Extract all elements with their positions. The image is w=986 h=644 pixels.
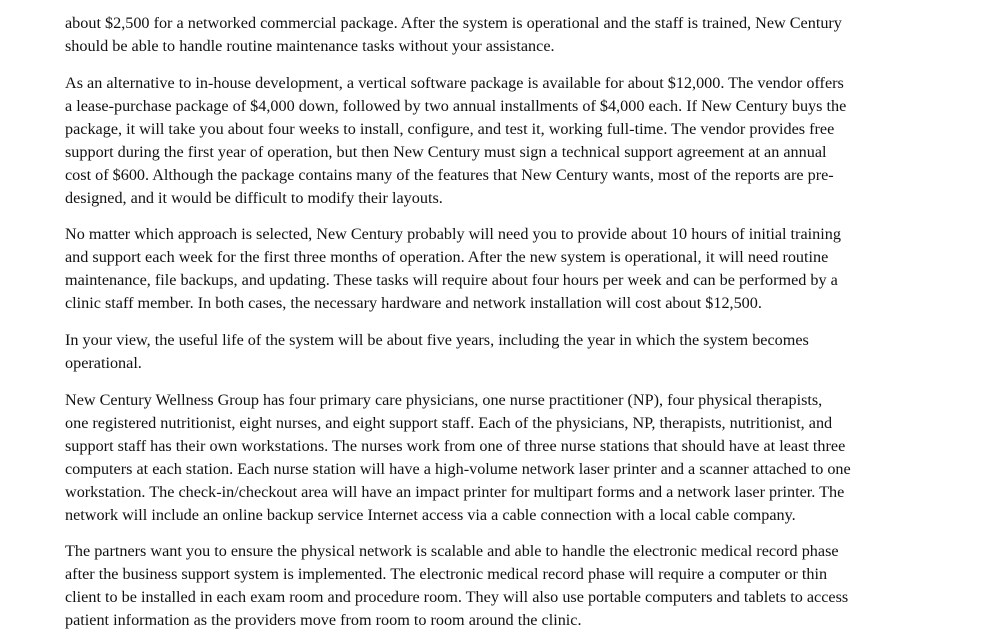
text-line: The partners want you to ensure the physical network is scalable and able to handle the electronic medical record phase — [65, 542, 839, 560]
text-line: client to be installed in each exam room and procedure room. They will also use portable computers and tablets to access — [65, 588, 849, 606]
text-line: one registered nutritionist, eight nurses, and eight support staff. Each of the physicians, NP, therapists, nutritionist, and — [65, 414, 833, 432]
text-line: should be able to handle routine maintenance tasks without your assistance. — [65, 37, 555, 55]
paragraph-training-support — [65, 223, 970, 315]
text-line: designed, and it would be difficult to modify their layouts. — [65, 189, 443, 207]
paragraph-vertical-package — [65, 72, 970, 210]
text-line: computers at each station. Each nurse station will have a high-volume network laser printer and a scanner attached to one — [65, 460, 851, 478]
paragraph-staff-workstations — [65, 389, 970, 527]
text-line: package, it will take you about four weeks to install, configure, and test it, working full-time. The vendor provides free — [65, 120, 835, 138]
text-line: No matter which approach is selected, New Century probably will need you to provide about 10 hours of initial training — [65, 225, 841, 243]
paragraph-useful-life — [65, 329, 970, 375]
text-line: after the business support system is implemented. The electronic medical record phase will require a computer or thin — [65, 565, 828, 583]
text-line: cost of $600. Although the package contains many of the features that New Century wants, most of the reports are pre- — [65, 166, 834, 184]
text-line: operational. — [65, 354, 142, 372]
text-line: support during the first year of operation, but then New Century must sign a technical support agreement at an annual — [65, 143, 827, 161]
paragraph-maintenance-cost — [65, 12, 970, 58]
paragraph-scalable-network — [65, 540, 970, 632]
text-line: patient information as the providers move from room to room around the clinic. — [65, 611, 582, 629]
text-line: network will include an online backup service Internet access via a cable connection with a local cable company. — [65, 506, 796, 524]
text-line: In your view, the useful life of the system will be about five years, including the year in which the system becomes — [65, 331, 809, 349]
text-line: As an alternative to in-house development, a vertical software package is available for about $12,000. The vendor offers — [65, 74, 844, 92]
text-line: maintenance, file backups, and updating. These tasks will require about four hours per week and can be performed by a — [65, 271, 838, 289]
document-page — [65, 0, 970, 644]
text-line: workstation. The check-in/checkout area will have an impact printer for multipart forms and a network laser printer. The — [65, 483, 845, 501]
text-line: clinic staff member. In both cases, the necessary hardware and network installation will cost about $12,500. — [65, 294, 762, 312]
text-line: a lease-purchase package of $4,000 down, followed by two annual installments of $4,000 each. If New Century buys the — [65, 97, 847, 115]
text-line: support staff has their own workstations. The nurses work from one of three nurse stations that should have at least three — [65, 437, 846, 455]
text-line: New Century Wellness Group has four primary care physicians, one nurse practitioner (NP), four physical therapists, — [65, 391, 823, 409]
text-line: about $2,500 for a networked commercial package. After the system is operational and the staff is trained, New Century — [65, 14, 842, 32]
text-line: and support each week for the first three months of operation. After the new system is operational, it will need routine — [65, 248, 829, 266]
